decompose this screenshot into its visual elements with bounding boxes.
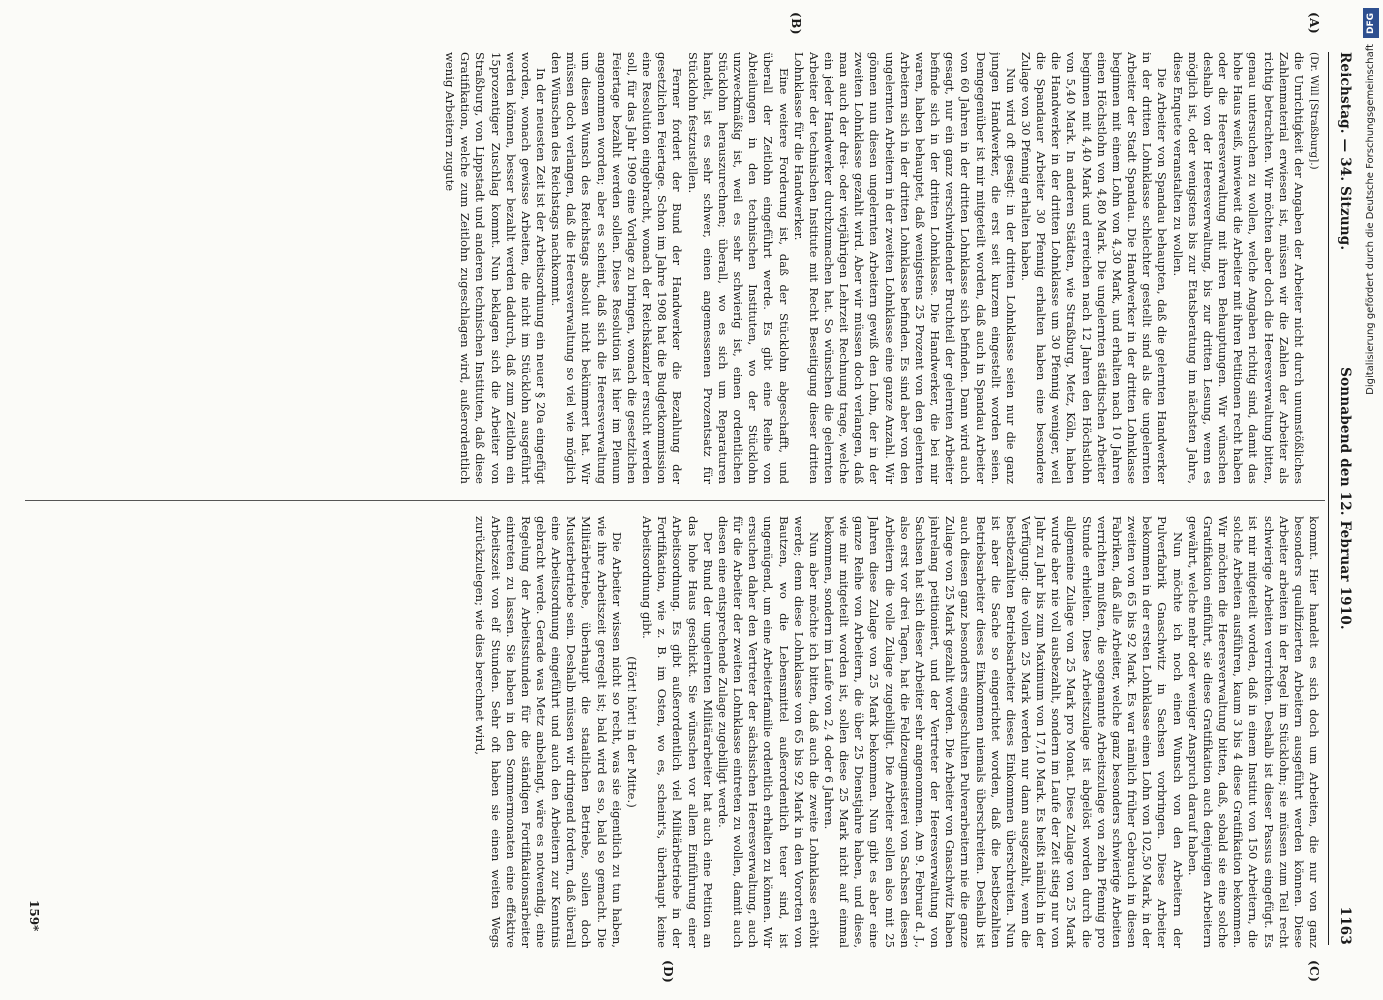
paragraph: kommt. Hier handelt es sich doch um Arbeiten, die nur von ganz besonders qualifizierten Arbeitern ausgeführt werden können. Diese Arbeiter arbeiten in der Regel im Stücklohn; sie müssen zum Teil recht schwierige Arbeiten verrichten. Deshalb ist dieser Passus eingefügt. Es ist mir mitgeteilt worden, daß in einem Institut von 150 Arbeitern, die solche Arbeiten ausführen, kaum 3 bis 4 diese Gratifikation bekommen. Wir möchten die Heeresverwaltung bitten, daß, sobald sie eine solche Gratifikation einführt, sie diese Gratifikation auch denjenigen Arbeitern gewährt, welche mehr oder weniger Anspruch darauf haben. xyxy=(1185,516,1321,948)
paragraph: Nun aber möchte ich bitten, daß auch die zweite Lohnklasse erhöht werde; denn diese Lohnklasse von 65 bis 92 Mark in den Vororten von Bautzen, wo die Lebensmittel außerordentlich teuer sind, ist ungenügend, um eine Arbeiterfamilie ordentlich erhalten zu können. Wir ersuchen daher den Vertreter der sächsischen Heeresverwaltung, auch für die Arbeiter der zweiten Lohnklasse eintreten zu wollen, damit auch diesen eine entsprechende Zulage zugebilligt werde. xyxy=(715,516,821,948)
paragraph: Ferner fordert der Bund der Handwerker die Bezahlung der gesetzlichen Feiertage. Schon im Jahre 1908 hat die Budgetkommission eine Resolution eingebracht, wonach der Reichskanzler ersucht werden soll, für das Jahr 1909 eine Vorlage zu bringen, wonach die gesetzlichen Feiertage bezahlt werden sollen. Diese Resolution ist hier im Plenum angenommen worden; aber es scheint, daß sich die Heeresverwaltung um diesen Wunsch des Reichstags absolut nicht bekümmert hat. Wir müssen doch verlangen, daß die Heeresverwaltung so viel wie möglich den Wünschen des Reichstags nachkommt. xyxy=(549,52,685,484)
header-date: Sonnabend den 12. Februar 1910. xyxy=(1337,367,1353,630)
margin-marker-d: (D) xyxy=(661,960,675,984)
digitization-credit: Digitalisierung gefördert durch die Deutsche Forschungsgemeinschaft xyxy=(1365,44,1376,395)
paragraph: die Unrichtigkeit der Angaben der Arbeiter nicht durch unumstößliches Zahlenmaterial erwiesen ist, müssen wir die Zahlen der Arbeiter als richtig betrachten. Wir möchten aber doch die Heeresverwaltung bitten, genau untersuchen zu wollen, welche Angaben richtig sind, damit das hohe Haus weiß, inwieweit die Arbeiter mit ihren Petitionen recht haben oder die Heeresverwaltung mit ihren Behauptungen. Wir wünschen deshalb von der Heeresverwaltung, bis zur dritten Lesung, wenn es möglich ist, oder wenigstens bis zur Etatsberatung im nächsten Jahre, diese Enquete veranstalten zu wollen. xyxy=(1170,52,1306,484)
paragraph: Die Arbeiter wissen nicht so recht, was sie eigentlich zu tun haben, wie ihre Arbeitszeit geregelt ist; bald wird es so, bald so gemacht. Die Militärbetriebe, überhaupt die staatlichen Betriebe, sollen doch Musterbetriebe sein. Deshalb müssen wir dringend fordern, daß überall eine Arbeitsordnung eingeführt und auch den Arbeitern zur Kenntnis gebracht werde. Gerade was Metz anbelangt, wäre es notwendig, eine Regelung der Arbeitsstunden für die ständigen Fortifikationsarbeiter eintreten zu lassen. Sie haben in den Sommermonaten eine effektive Arbeitszeit von elf Stunden. Sehr oft haben sie einen weiten Wegs zurückzulegen; wie dies berechnet wird, xyxy=(473,516,624,948)
header-rule xyxy=(1328,52,1329,945)
paragraph: Die Arbeiter von Spandau behaupten, daß die gelernten Handwerker in der dritten Lohnklasse schlechter gestellt sind als die ungelernten Arbeiter der Stadt Spandau. Die Handwerker in der dritten Lohnklasse beginnen mit einem Lohn von 4,30 Mark, und erhalten nach 10 Jahren einen Höchstlohn von 4,80 Mark. Die ungelernten städtischen Arbeiter beginnen mit 4,40 Mark und erreichen nach 12 Jahren den Höchstlohn von 5,40 Mark. In anderen Städten, wie Straßburg, Metz, Köln, haben die Handwerker in der dritten Lohnklasse um 30 Pfennig weniger, weil die Spandauer Arbeiter 30 Pfennig erhalten haben eine besondere Zulage von 30 Pfennig erhalten haben. xyxy=(1019,52,1170,484)
page-header xyxy=(1331,52,1355,945)
text-column-right xyxy=(31,516,1321,948)
dfg-logo: DFG xyxy=(1363,8,1379,38)
header-session: Reichstag. — 34. Sitzung. xyxy=(1337,52,1353,251)
paragraph: Nun wird oft gesagt: in der dritten Lohnklasse seien nur die ganz jungen Handwerker, die erst seit kurzem eingestellt worden seien. Demgegenüber ist mir mitgeteilt worden, daß auch in Spandau Arbeiter von 60 Jahren in der dritten Lohnklasse sich befinden. Dann wird auch gesagt, nur ein ganz verschwindender Bruchteil der gelernten Arbeiter befinde sich in der dritten Lohnklasse. Die Handwerker, die bei mir waren, haben behauptet, daß wenigstens 25 Prozent von den gelernten Arbeitern sich in der dritten Lohnklasse befinden. Es sind aber von den ungelernten Arbeitern in der zweiten Lohnklasse eine ganze Anzahl. Wir gönnen nun diesen ungelernten Arbeitern gewiß den Lohn, der in der zweiten Lohnklasse gezahlt wird. Aber wir müssen doch verlangen, daß man auch der drei- oder vierjährigen Lehrzeit Rechnung trage, welche ein jeder Handwerker durchzumachen hat. So wünschen die gelernten Arbeiter der technischen Institute mit Recht Beseitigung dieser dritten Lohnklasse für die Handwerker. xyxy=(791,52,1018,484)
paragraph: Der Bund der ungelernten Militärarbeiter hat auch eine Petition an das hohe Haus geschickt. Sie wünschen vor allem Einführung einer Arbeitsordnung. Es gibt außerordentlich viel Militärbetriebe in der Fortifikation, wie z. B. im Osten, wo es, scheint's, überhaupt keine Arbeitsordnung gibt. xyxy=(640,516,715,948)
digitization-stamp xyxy=(1362,8,1380,608)
column-divider xyxy=(25,500,1325,501)
paragraph: In der neuesten Zeit ist der Arbeitsordnung ein neuer § 20a eingefügt worden, wonach gewisse Arbeiten, die nicht im Stücklohn ausgeführt werden können, besser bezahlt werden dadurch, daß zum Zeitlohn ein 15prozentiger Zuschlag kommt. Nun beklagen sich die Arbeiter von Straßburg, von Lippstadt und anderen technischen Instituten, daß diese Gratifikation, welche zum Zeitlohn zugeschlagen wird, außerordentlich wenig Arbeitern zugute xyxy=(443,52,549,484)
margin-marker-b: (B) xyxy=(789,12,803,35)
paragraph: Nun möchte ich noch einen Wunsch von den Arbeitern der Pulverfabrik Gnaschwitz in Sachsen vorbringen. Diese Arbeiter bekommen in der ersten Lohnklasse einen Lohn von 102,50 Mark, in der zweiten von 65 bis 92 Mark. Es war nämlich früher Gebrauch in diesen Fabriken, daß alle Arbeiter, welche ganz besonders schwierige Arbeiten verrichten mußten, die sogenannte Arbeitszulage von zehn Pfennig pro Stunde erhielten. Diese Arbeitszulage ist abgelöst worden durch die allgemeine Zulage von 25 Mark pro Monat. Diese Zulage von 25 Mark wurde aber nie voll ausbezahlt, sondern im Laufe der Zeit stieg nur von Jahr zu Jahr bis zum Maximum von 17,10 Mark. Es heißt nämlich in der Verfügung: die vollen 25 Mark werden nur dann ausgezahlt, wenn die bestbezahlten Betriebsarbeiter dieses Einkommen überschreiten. Nun ist aber die Sache so eingerichtet worden, daß die bestbezahlten Betriebsarbeiter dieses Einkommen niemals überschreiten. Deshalb ist auch diesen ganz besonders eingeschulten Pulverarbeitern nie die ganze Zulage von 25 Mark gezahlt worden. Die Arbeiter von Gnaschwitz haben jahrelang petitioniert, und der Vertreter der Heeresverwaltung von Sachsen hat sich dieser Arbeiter sehr angenommen. Am 9. Februar d. J., also erst vor drei Tagen, hat die Feldzeugmeisterei von Sachsen diesen Arbeitern die volle Zulage zugebilligt. Die Arbeiter sollen also mit 25 Jahren diese Zulage von 25 Mark bekommen. Nun gibt es aber eine ganze Reihe von Arbeitern, die über 25 Dienstjahre haben, und diese, wie mir mitgeteilt worden ist, sollen diese 25 Mark nicht auf einmal bekommen, sondern im Laufe von 2, 4 oder 6 Jahren. xyxy=(822,516,1185,948)
interjection: (Hört! hört! in der Mitte.) xyxy=(624,656,639,808)
paragraph: Eine weitere Forderung ist, daß der Stücklohn abgeschafft, und überall der Zeitlohn eingeführt werde. Es gibt eine Reihe von Abteilungen in den technischen Instituten, wo der Stücklohn unzweckmäßig ist, weil es sehr schwierig ist, einen ordentlichen Stücklohn herauszurechnen; überall, wo es sich um Reparaturen handelt, ist es sehr schwer, einen angemessenen Prozentsatz für Stücklohn festzustellen. xyxy=(685,52,791,484)
page-number: 1163 xyxy=(1337,906,1353,945)
margin-marker-c: (C) xyxy=(1307,960,1321,983)
speaker-note: (Dr. Will [Straßburg].) xyxy=(1308,52,1320,170)
signature-mark: 159* xyxy=(27,900,41,932)
margin-marker-a: (A) xyxy=(1307,12,1321,35)
text-column-left xyxy=(31,52,1321,484)
